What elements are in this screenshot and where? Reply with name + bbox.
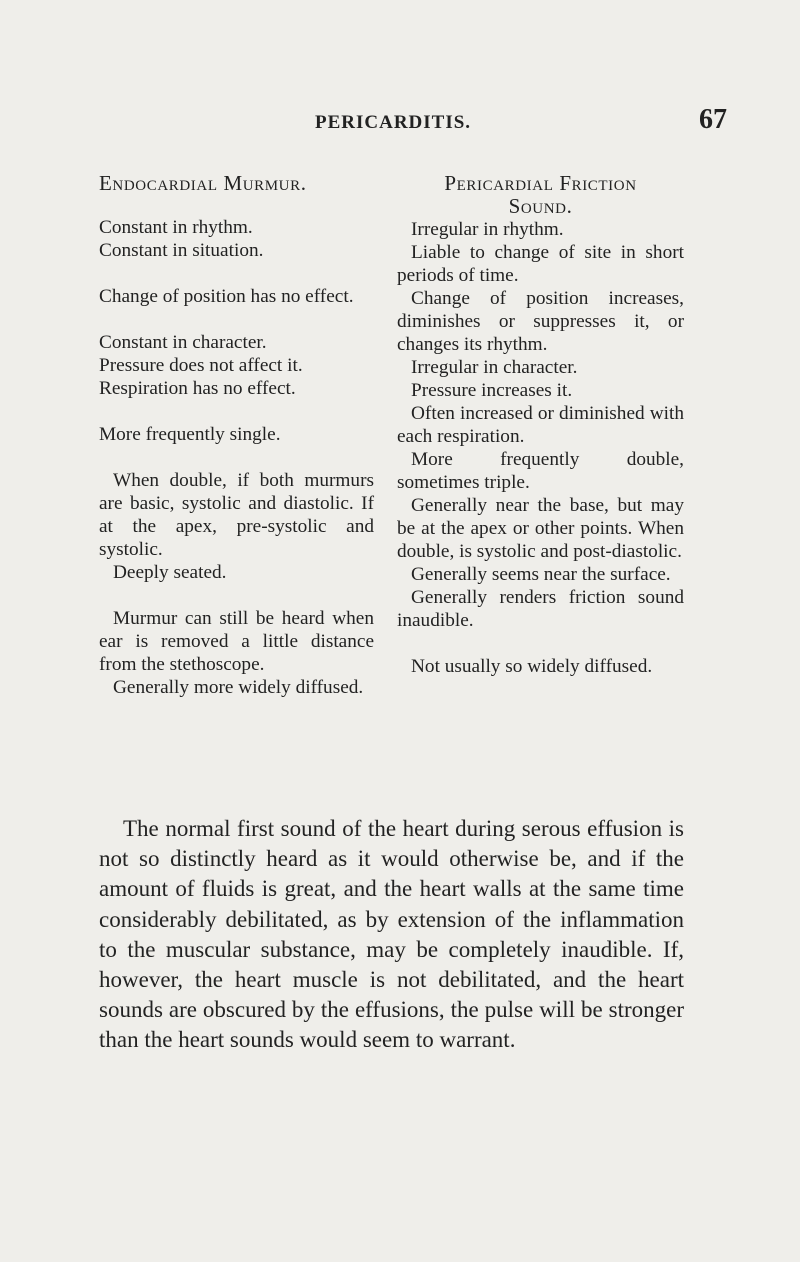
left-entry-situation: Constant in situation. xyxy=(99,240,264,261)
left-entry-rhythm: Constant in rhythm. xyxy=(99,217,253,238)
page-number: 67 xyxy=(699,104,727,135)
right-entry-rhythm: Irregular in rhythm. xyxy=(411,219,564,240)
right-entry-pressure: Pressure increases it. xyxy=(411,380,573,401)
left-entry-double: When double, if both murmurs are basic, systolic and diastolic. If at the apex, pre-systolic and systolic. xyxy=(99,470,374,560)
body-paragraph: The normal first sound of the heart during serous effusion is not so distinctly heard as it would otherwise be, and if the amount of fluids is great, and the heart walls at the same time considerably debilitated, as by extension of the inflammation to the muscular substance, may be completely inaudible. If, however, the heart muscle is not debilitated, and the heart sounds are obscured by the effusions, the pulse will be stronger than the heart sounds would seem to warrant. xyxy=(99,816,684,1053)
right-entry-base: Generally near the base, but may be at the apex or other points. When double, is systolic and post-diastolic. xyxy=(397,495,684,562)
endocardial-murmur-heading: Endocardial Murmur. xyxy=(99,171,307,195)
right-entry-double: More frequently double, sometimes triple. xyxy=(397,449,684,493)
left-entry-character: Constant in character. xyxy=(99,332,267,353)
right-entry-surface: Generally seems near the surface. xyxy=(411,564,671,585)
right-entry-position: Change of position increases, diminishes or suppresses it, or changes its rhythm. xyxy=(397,288,684,355)
right-entry-diffused: Not usually so widely diffused. xyxy=(411,656,653,677)
endocardial-murmur-column xyxy=(99,172,374,699)
pericardial-friction-heading xyxy=(397,172,684,218)
left-entry-deeply-seated: Deeply seated. xyxy=(113,562,227,583)
right-entry-inaudible: Generally renders friction sound inaudible. xyxy=(397,587,684,631)
left-entry-position: Change of position has no effect. xyxy=(99,286,354,307)
running-head-title: PERICARDITIS. xyxy=(315,112,472,133)
left-entry-heard: Murmur can still be heard when ear is removed a little distance from the stethoscope. xyxy=(99,608,374,675)
left-entry-pressure: Pressure does not affect it. xyxy=(99,355,303,376)
right-entry-site: Liable to change of site in short periods of time. xyxy=(397,242,684,286)
left-entry-diffused: Generally more widely diffused. xyxy=(113,677,364,698)
pericardial-heading-line2: Sound. xyxy=(508,194,573,218)
right-entry-respiration: Often increased or diminished with each respiration. xyxy=(397,403,684,447)
left-entry-single: More frequently single. xyxy=(99,424,281,445)
left-entry-respiration: Respiration has no effect. xyxy=(99,378,296,399)
pericardial-friction-column xyxy=(397,172,684,678)
pericardial-heading-line1: Pericardial Friction xyxy=(444,171,637,195)
right-entry-character: Irregular in character. xyxy=(411,357,578,378)
